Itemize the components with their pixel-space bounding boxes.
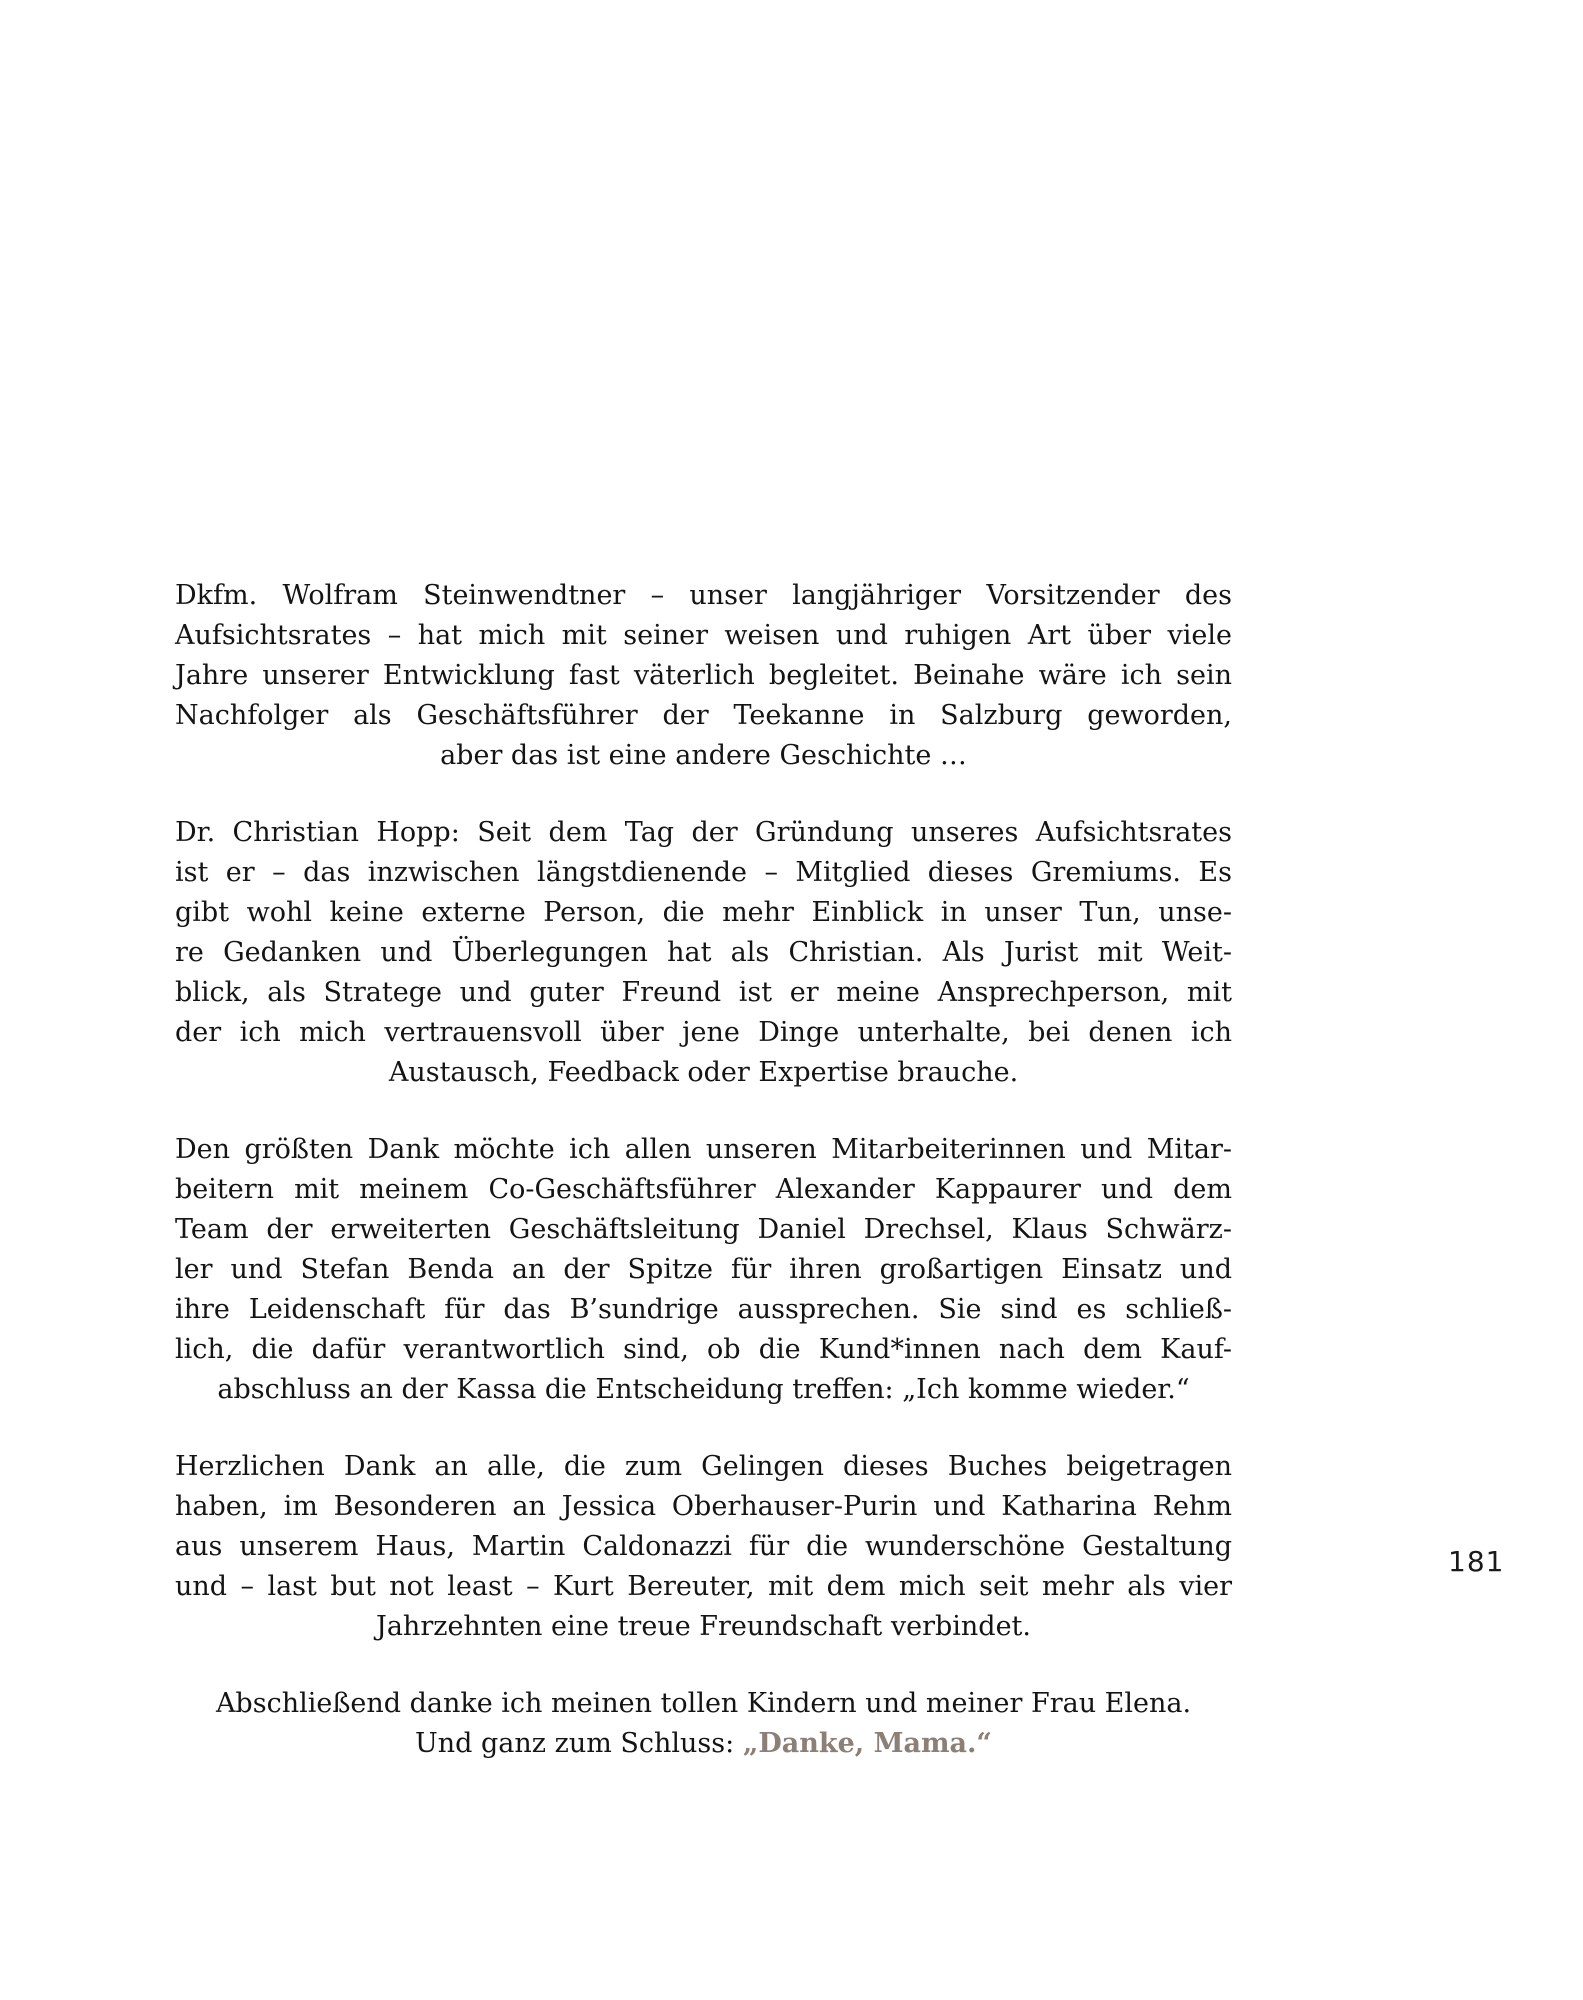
text-line: Austausch, Feedback oder Expertise brauche. [388,1057,1019,1088]
text-line: Jahrzehnten eine treue Freundschaft verbindet. [376,1611,1031,1642]
text-line: und – last but not least – Kurt Bereuter, mit dem mich seit mehr als vier [175,1571,1232,1602]
text-line: Dr. Christian Hopp: Seit dem Tag der Gründung unseres Aufsichtsrates [175,817,1232,848]
closing-line [175,1724,1232,1764]
text-line: gibt wohl keine externe Person, die mehr Einblick in unser Tun, unse- [175,897,1232,928]
text-line: re Gedanken und Überlegungen hat als Christian. Als Jurist mit Weit- [175,937,1232,968]
text-line: lich, die dafür verantwortlich sind, ob die Kund*innen nach dem Kauf- [175,1334,1232,1365]
text-line: ist er – das inzwischen längstdienende – Mitglied dieses Gremiums. Es [175,857,1232,888]
text-line: abschluss an der Kassa die Entscheidung treffen: „Ich komme wieder.“ [217,1374,1190,1405]
paragraph-employees [175,1130,1232,1410]
paragraph-book-contributors [175,1447,1232,1647]
paragraph-hopp [175,813,1232,1093]
closing-prefix: Und ganz zum Schluss: [415,1728,743,1759]
text-line: Nachfolger als Geschäftsführer der Teekanne in Salzburg geworden, [175,700,1232,731]
text-line: ler und Stefan Benda an der Spitze für ihren großartigen Einsatz und [175,1254,1232,1285]
text-line: Den größten Dank möchte ich allen unseren Mitarbeiterinnen und Mitar- [175,1134,1232,1165]
text-line: Herzlichen Dank an alle, die zum Gelingen dieses Buches beigetragen [175,1451,1232,1482]
text-line: Abschließend danke ich meinen tollen Kindern und meiner Frau Elena. [215,1688,1192,1719]
acknowledgements-text [175,576,1232,1801]
text-line: aus unserem Haus, Martin Caldonazzi für die wunderschöne Gestaltung [175,1531,1232,1562]
text-line: der ich mich vertrauensvoll über jene Dinge unterhalte, bei denen ich [175,1017,1232,1048]
paragraph-closing [175,1684,1232,1764]
text-line: blick, als Stratege und guter Freund ist er meine Ansprechperson, mit [175,977,1232,1008]
text-line: Team der erweiterten Geschäftsleitung Daniel Drechsel, Klaus Schwärz- [175,1214,1232,1245]
closing-highlight: „Danke, Mama.“ [742,1728,992,1759]
paragraph-steinwendtner [175,576,1232,776]
text-line: beitern mit meinem Co-Geschäftsführer Alexander Kappaurer und dem [175,1174,1232,1205]
text-line: ihre Leidenschaft für das B’sundrige aussprechen. Sie sind es schließ- [175,1294,1232,1325]
text-line: Jahre unserer Entwicklung fast väterlich begleitet. Beinahe wäre ich sein [175,660,1232,691]
text-line: haben, im Besonderen an Jessica Oberhauser-Purin und Katharina Rehm [175,1491,1232,1522]
text-line: Dkfm. Wolfram Steinwendtner – unser langjähriger Vorsitzender des [175,580,1232,611]
text-line: aber das ist eine andere Geschichte … [440,740,967,771]
text-line: Aufsichtsrates – hat mich mit seiner weisen und ruhigen Art über viele [175,620,1232,651]
page-number: 181 [1448,1545,1505,1578]
